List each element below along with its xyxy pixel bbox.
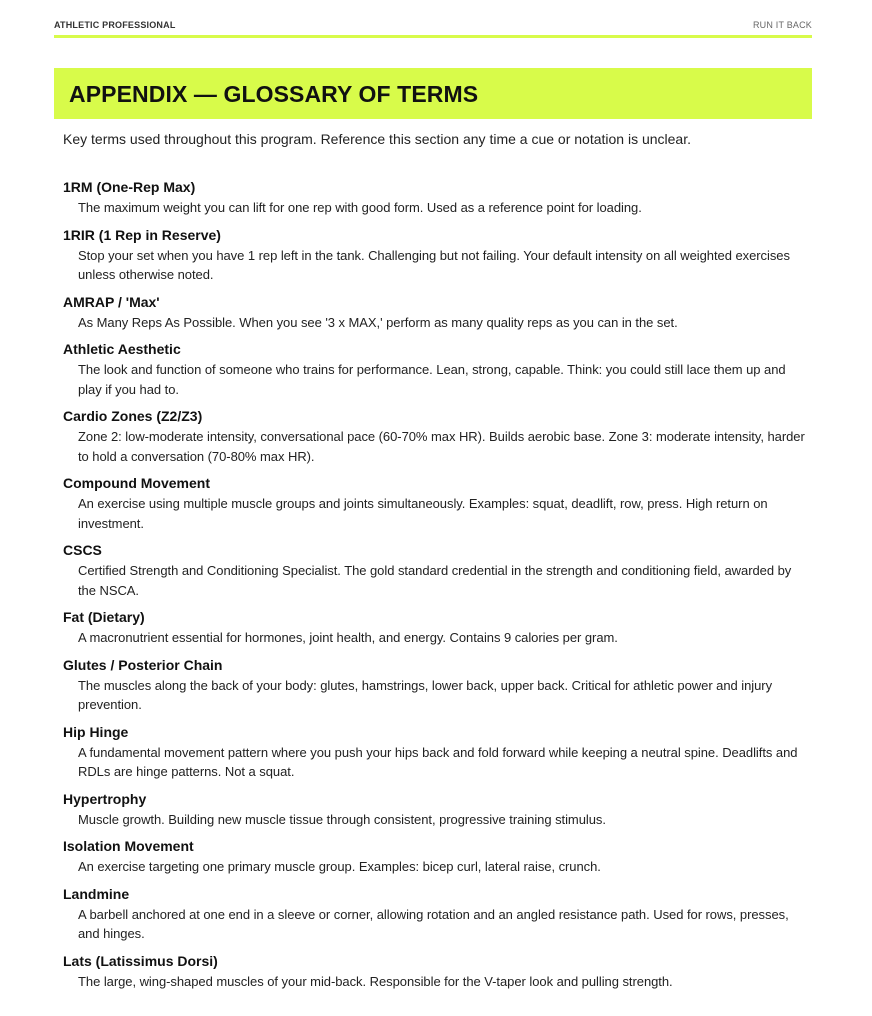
glossary-entry bbox=[63, 724, 808, 782]
glossary-term: Compound Movement bbox=[63, 475, 210, 491]
glossary-definition: Zone 2: low-moderate intensity, conversational pace (60-70% max HR). Builds aerobic base. Zone 3: moderate intensity, harder to hold a conversation (70-80% max HR). bbox=[78, 429, 805, 464]
glossary-term: Landmine bbox=[63, 885, 130, 902]
glossary-entry bbox=[63, 542, 808, 600]
glossary-term: Glutes / Posterior Chain bbox=[63, 656, 223, 673]
page-title: APPENDIX — GLOSSARY OF TERMS bbox=[69, 81, 479, 107]
glossary-entry bbox=[63, 886, 808, 944]
glossary-definition: Certified Strength and Conditioning Specialist. The gold standard credential in the strength and conditioning field, awarded by the NSCA. bbox=[78, 563, 792, 598]
glossary-entry bbox=[63, 838, 808, 877]
glossary-entry bbox=[63, 657, 808, 715]
glossary-definition: A barbell anchored at one end in a sleeve or corner, allowing rotation and an angled resistance path. Used for rows, presses, and hinges. bbox=[78, 906, 789, 941]
glossary-term: Athletic Aesthetic bbox=[63, 341, 181, 357]
glossary-entry bbox=[63, 179, 808, 218]
glossary-entry bbox=[63, 475, 808, 533]
glossary-entry bbox=[63, 953, 808, 992]
glossary-entry bbox=[63, 227, 808, 285]
glossary-definition: A macronutrient essential for hormones, joint health, and energy. Contains 9 calories per gram. bbox=[78, 630, 618, 645]
glossary-term: CSCS bbox=[63, 542, 102, 558]
intro-paragraph: Key terms used throughout this program. Reference this section any time a cue or notation is unclear. bbox=[63, 131, 691, 147]
glossary-definition: Stop your set when you have 1 rep left in the tank. Challenging but not failing. Your default intensity on all weighted exercises unless otherwise noted. bbox=[78, 247, 790, 282]
glossary-list bbox=[63, 179, 808, 1000]
glossary-term: AMRAP / 'Max' bbox=[63, 293, 160, 310]
glossary-definition: An exercise using multiple muscle groups and joints simultaneously. Examples: squat, deadlift, row, press. High return on investment. bbox=[78, 496, 768, 531]
glossary-definition: The large, wing-shaped muscles of your mid-back. Responsible for the V-taper look and pulling strength. bbox=[78, 973, 673, 989]
glossary-term: Lats (Latissimus Dorsi) bbox=[63, 952, 218, 969]
glossary-definition: Muscle growth. Building new muscle tissue through consistent, progressive training stimulus. bbox=[78, 811, 606, 827]
header-tagline: RUN IT BACK bbox=[752, 20, 812, 30]
glossary-definition: The muscles along the back of your body: glutes, hamstrings, lower back, upper back. Critical for athletic power and injury prevention. bbox=[78, 677, 773, 712]
glossary-entry bbox=[63, 294, 808, 333]
glossary-definition: The look and function of someone who trains for performance. Lean, strong, capable. Think: you could still lace them up and play if you had to. bbox=[78, 362, 786, 397]
glossary-entry bbox=[63, 408, 808, 466]
glossary-definition: The maximum weight you can lift for one rep with good form. Used as a reference point for loading. bbox=[78, 200, 642, 215]
brand-name: ATHLETIC PROFESSIONAL bbox=[54, 20, 176, 30]
glossary-term: Hypertrophy bbox=[63, 790, 147, 807]
glossary-entry bbox=[63, 341, 808, 399]
glossary-definition: As Many Reps As Possible. When you see '3 x MAX,' perform as many quality reps as you can in the set. bbox=[78, 314, 678, 330]
glossary-term: Isolation Movement bbox=[63, 838, 194, 854]
glossary-entry bbox=[63, 609, 808, 648]
glossary-definition: An exercise targeting one primary muscle group. Examples: bicep curl, lateral raise, crunch. bbox=[78, 859, 601, 874]
running-header bbox=[54, 16, 812, 38]
section-title-banner bbox=[54, 68, 812, 119]
glossary-term: Fat (Dietary) bbox=[63, 609, 145, 625]
glossary-term: 1RIR (1 Rep in Reserve) bbox=[63, 226, 221, 243]
glossary-term: 1RM (One-Rep Max) bbox=[63, 179, 196, 195]
glossary-term: Hip Hinge bbox=[63, 723, 129, 740]
glossary-term: Cardio Zones (Z2/Z3) bbox=[63, 408, 203, 424]
glossary-definition: A fundamental movement pattern where you push your hips back and fold forward while keeping a neutral spine. Deadlifts and RDLs are hinge patterns. Not a squat. bbox=[78, 744, 798, 779]
glossary-entry bbox=[63, 791, 808, 830]
